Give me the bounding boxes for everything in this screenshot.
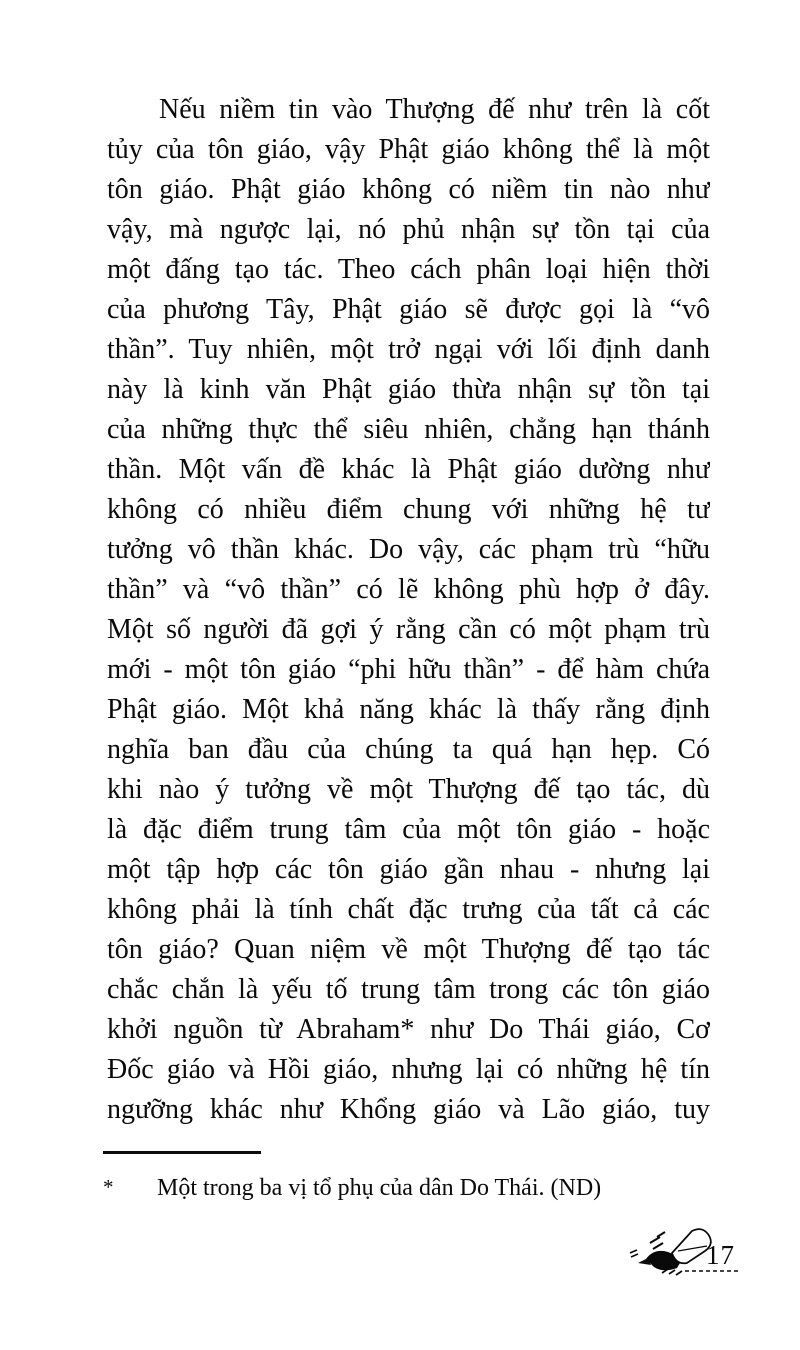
paragraph-line: Đốc giáo và Hồi giáo, nhưng lại có những hệ tín [107,1054,710,1085]
paragraph-line: ngưỡng khác như Khổng giáo và Lão giáo, tuy [107,1094,710,1125]
paragraph-line: thần” và “vô thần” có lẽ không phù hợp ở đây. [107,574,710,605]
paragraph-line: nghĩa ban đầu của chúng ta quá hạn hẹp. Có [107,734,710,765]
footnote-text: Một trong ba vị tổ phụ của dân Do Thái. (ND) [157,1175,602,1201]
paragraph-line: không phải là tính chất đặc trưng của tất cả các [107,894,710,925]
paragraph-line: Nếu niềm tin vào Thượng đế như trên là cốt [159,94,710,125]
paragraph-line: của những thực thể siêu nhiên, chẳng hạn thánh [107,414,710,445]
paragraph-line: mới - một tôn giáo “phi hữu thần” - để hàm chứa [107,654,710,685]
footnote [103,1172,663,1204]
paragraph-line: tủy của tôn giáo, vậy Phật giáo không thể là một [107,134,710,165]
paragraph-line: của phương Tây, Phật giáo sẽ được gọi là “vô [107,294,710,325]
footnote-marker: * [103,1175,114,1199]
footnote-separator [103,1151,261,1154]
paragraph-line: vậy, mà ngược lại, nó phủ nhận sự tồn tại của [107,214,710,245]
paragraph-line: chắc chắn là yếu tố trung tâm trong các tôn giáo [107,974,710,1005]
paragraph-line: khi nào ý tưởng về một Thượng đế tạo tác, dù [107,774,710,805]
paragraph-line: khởi nguồn từ Abraham* như Do Thái giáo, Cơ [107,1014,710,1045]
paragraph-line: một tập hợp các tôn giáo gần nhau - nhưng lại [107,854,710,885]
paragraph [107,90,710,1130]
paragraph-line: tôn giáo. Phật giáo không có niềm tin nào như [107,174,710,205]
paragraph-line: một đấng tạo tác. Theo cách phân loại hiện thời [107,254,710,285]
page-number: 17 [706,1240,735,1270]
paragraph-line: này là kinh văn Phật giáo thừa nhận sự tồn tại [107,374,710,405]
paragraph-line: tưởng vô thần khác. Do vậy, các phạm trù “hữu [107,534,710,565]
paragraph-line: thần. Một vấn đề khác là Phật giáo dường như [107,454,710,485]
paragraph-line: là đặc điểm trung tâm của một tôn giáo - hoặc [107,814,710,845]
paragraph-line: không có nhiều điểm chung với những hệ tư [107,494,710,525]
paragraph-line: tôn giáo? Quan niệm về một Thượng đế tạo tác [107,934,710,965]
paragraph-line: Phật giáo. Một khả năng khác là thấy rằng định [107,694,710,725]
paragraph-line: thần”. Tuy nhiên, một trở ngại với lối định danh [107,334,710,365]
paragraph-line: Một số người đã gợi ý rằng cần có một phạm trù [107,614,710,645]
